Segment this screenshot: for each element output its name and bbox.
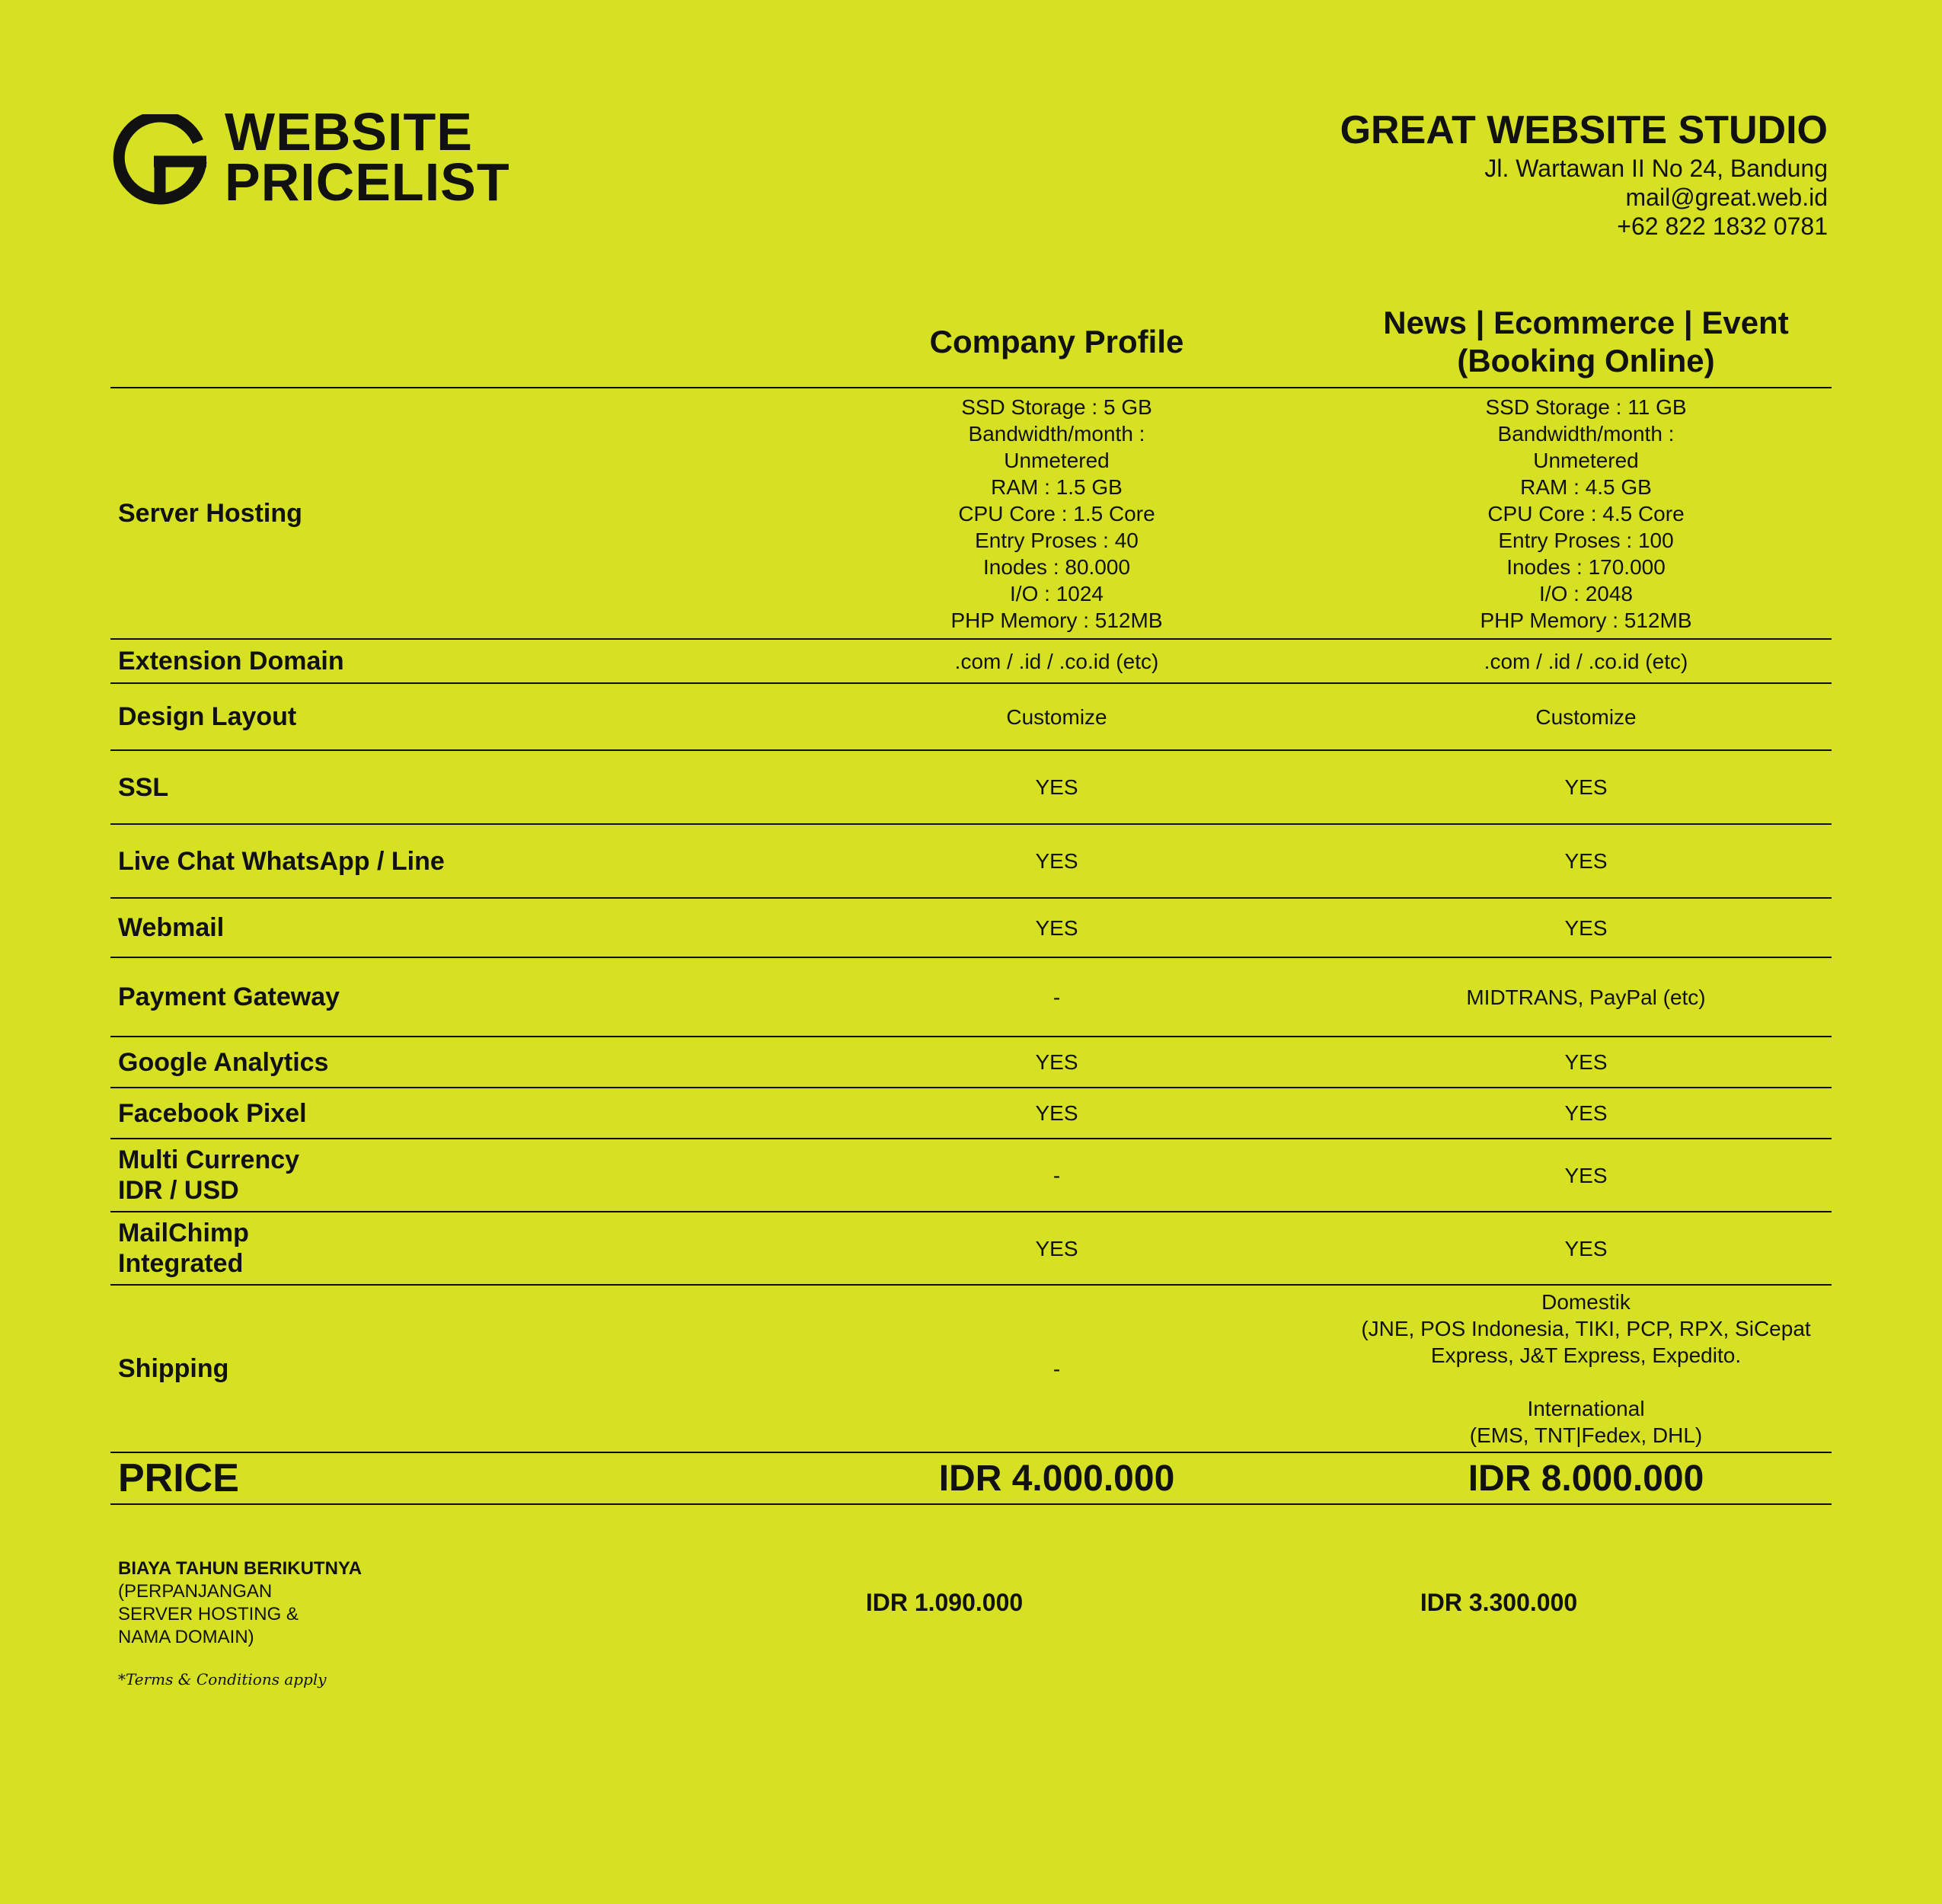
plan1-value: YES	[773, 1088, 1340, 1139]
renewal-title: BIAYA TAHUN BERIKUTNYA	[118, 1558, 363, 1579]
plan1-value: YES	[773, 1212, 1340, 1285]
plan2-value: MIDTRANS, PayPal (etc)	[1340, 957, 1832, 1037]
renewal-price-plan2: IDR 3.300.000	[1420, 1589, 1578, 1616]
table-row	[110, 824, 1832, 898]
spec-line: Inodes : 170.000	[1506, 554, 1666, 579]
spec-line: PHP Memory : 512MB	[950, 608, 1163, 632]
shipping-plan2-details	[1340, 1285, 1832, 1452]
feature-label: Webmail	[110, 898, 773, 957]
table-row	[110, 639, 1832, 683]
table-row	[110, 750, 1832, 824]
table-row	[110, 1037, 1832, 1088]
feature-label: Shipping	[110, 1285, 773, 1452]
renewal-price-plan1: IDR 1.090.000	[865, 1589, 1024, 1616]
price-label: PRICE	[110, 1452, 773, 1504]
table-row	[110, 1212, 1832, 1285]
table-row	[110, 957, 1832, 1037]
spec-line: SSD Storage : 11 GB	[1485, 395, 1687, 419]
feature-label	[110, 1139, 773, 1212]
company-address: Jl. Wartawan II No 24, Bandung	[1484, 155, 1828, 182]
plan2-value: .com / .id / .co.id (etc)	[1340, 639, 1832, 683]
company-name: GREAT WEBSITE STUDIO	[1340, 108, 1828, 152]
header-empty-cell	[110, 297, 773, 388]
brand-title-line2: PRICELIST	[225, 152, 510, 212]
plan1-value: -	[773, 1139, 1340, 1212]
spec-line: RAM : 4.5 GB	[1520, 474, 1652, 499]
feature-label: Server Hosting	[110, 388, 773, 639]
spec-line: Entry Proses : 40	[975, 528, 1139, 552]
feature-label: Extension Domain	[110, 639, 773, 683]
renewal-info	[118, 1557, 362, 1649]
feature-label-line1: MailChimp	[118, 1219, 249, 1248]
spec-line: Entry Proses : 100	[1498, 528, 1674, 552]
table-row	[110, 1139, 1832, 1212]
spec-line: Inodes : 80.000	[982, 554, 1131, 579]
row-shipping	[110, 1285, 1832, 1452]
spec-line: Bandwidth/month :	[968, 421, 1145, 446]
plan2-value: YES	[1340, 750, 1832, 824]
price-plan1: IDR 4.000.000	[773, 1452, 1340, 1504]
spec-line: Unmetered	[1004, 448, 1110, 472]
price-plan2: IDR 8.000.000	[1340, 1452, 1832, 1504]
plan1-value: YES	[773, 824, 1340, 898]
hosting-plan2-specs	[1340, 388, 1832, 639]
g-logo-icon	[113, 114, 208, 209]
spec-line: Unmetered	[1533, 448, 1639, 472]
spec-line: Bandwidth/month :	[1497, 421, 1675, 446]
shipping-domestic-title: Domestik	[1541, 1290, 1631, 1314]
feature-label: Payment Gateway	[110, 957, 773, 1037]
plan2-value: YES	[1340, 824, 1832, 898]
company-info	[1340, 107, 1828, 241]
hosting-plan1-specs	[773, 388, 1340, 639]
brand-title	[225, 102, 510, 212]
plan2-value: YES	[1340, 1139, 1832, 1212]
table-row	[110, 1088, 1832, 1139]
plan2-value: Customize	[1340, 683, 1832, 750]
plan1-value: .com / .id / .co.id (etc)	[773, 639, 1340, 683]
feature-label-line2: Integrated	[118, 1249, 244, 1278]
brand-title-line1: WEBSITE	[225, 102, 473, 161]
column-header-ecommerce: News | Ecommerce | Event (Booking Online)	[1340, 297, 1832, 388]
spec-line: PHP Memory : 512MB	[1480, 608, 1692, 632]
company-phone: +62 822 1832 0781	[1617, 212, 1828, 240]
plan2-value: YES	[1340, 1212, 1832, 1285]
feature-label	[110, 1212, 773, 1285]
feature-label: SSL	[110, 750, 773, 824]
plan2-value: YES	[1340, 898, 1832, 957]
spec-line: CPU Core : 4.5 Core	[1487, 501, 1685, 526]
spec-line: SSD Storage : 5 GB	[961, 395, 1152, 419]
row-price	[110, 1452, 1832, 1504]
renewal-subtitle: (PERPANJANGAN SERVER HOSTING & NAMA DOMAIN)	[118, 1581, 299, 1647]
feature-label: Google Analytics	[110, 1037, 773, 1088]
spec-line: I/O : 1024	[1010, 581, 1104, 605]
feature-label-line2: IDR / USD	[118, 1176, 239, 1205]
feature-label: Live Chat WhatsApp / Line	[110, 824, 773, 898]
plan1-value: YES	[773, 898, 1340, 957]
shipping-intl-title: International	[1527, 1397, 1645, 1420]
company-email: mail@great.web.id	[1625, 184, 1828, 211]
plan1-value: -	[773, 1285, 1340, 1452]
shipping-domestic-list: (JNE, POS Indonesia, TIKI, PCP, RPX, SiCepat Express, J&T Express, Expedito.	[1361, 1317, 1811, 1367]
plan1-value: YES	[773, 1037, 1340, 1088]
plan1-value: YES	[773, 750, 1340, 824]
pricing-table	[110, 297, 1832, 1505]
plan2-value: YES	[1340, 1088, 1832, 1139]
table-row	[110, 898, 1832, 957]
spec-line: CPU Core : 1.5 Core	[958, 501, 1155, 526]
row-server-hosting	[110, 388, 1832, 639]
plan1-value: -	[773, 957, 1340, 1037]
feature-label: Design Layout	[110, 683, 773, 750]
table-row	[110, 683, 1832, 750]
column-header-company-profile: Company Profile	[773, 297, 1340, 388]
plan1-value: Customize	[773, 683, 1340, 750]
table-header-row	[110, 297, 1832, 388]
spec-line: RAM : 1.5 GB	[991, 474, 1123, 499]
feature-label-line1: Multi Currency	[118, 1145, 300, 1174]
plan2-value: YES	[1340, 1037, 1832, 1088]
feature-label: Facebook Pixel	[110, 1088, 773, 1139]
spec-line: I/O : 2048	[1539, 581, 1633, 605]
shipping-intl-list: (EMS, TNT|Fedex, DHL)	[1469, 1423, 1703, 1447]
terms-note: *Terms & Conditions apply	[118, 1670, 327, 1688]
